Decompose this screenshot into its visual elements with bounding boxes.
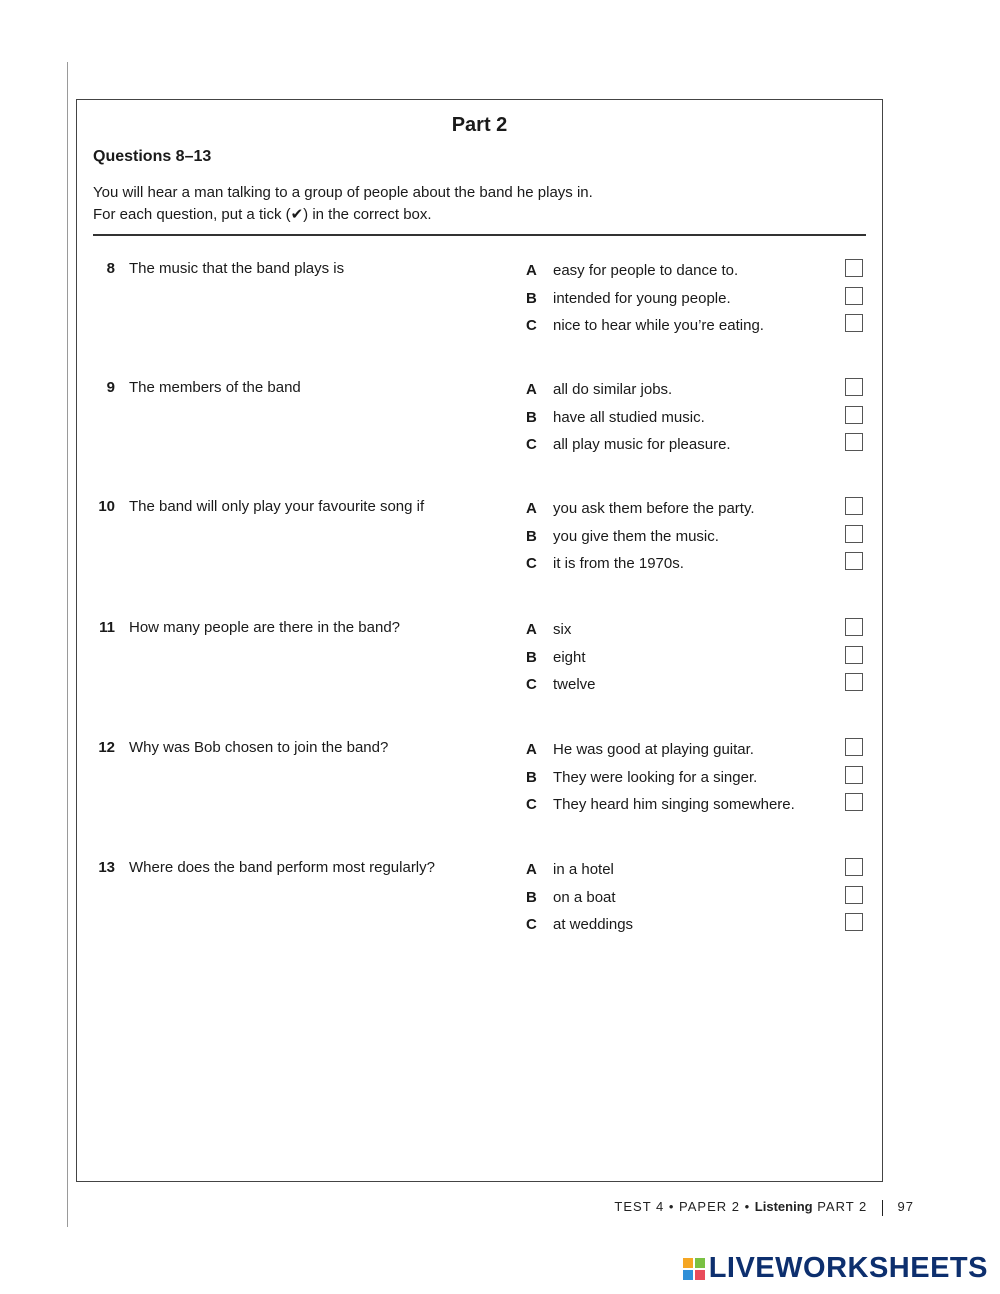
option-text: on a boat [553,889,616,906]
question-text: Where does the band perform most regularly? [129,859,435,876]
option-text: nice to hear while you’re eating. [553,317,764,334]
option-b [526,290,876,312]
option-letter: A [526,262,537,279]
question-8 [77,260,882,350]
question-number: 8 [106,260,115,277]
question-number: 10 [98,498,115,515]
option-text: you ask them before the party. [553,500,755,517]
question-10 [77,498,882,588]
option-letter: A [526,861,537,878]
option-letter: C [526,676,537,693]
question-number: 12 [98,739,115,756]
question-text: The members of the band [129,379,301,396]
footer-section: Listening [754,1199,813,1214]
option-text: all do similar jobs. [553,381,673,398]
tick-box[interactable] [845,433,863,451]
option-text: six [553,621,572,638]
instruction-line-2: For each question, put a tick (✔) in the correct box. [93,206,432,223]
question-text: The music that the band plays is [129,260,345,277]
question-text: How many people are there in the band? [129,619,401,636]
tick-box[interactable] [845,793,863,811]
option-b [526,409,876,431]
tick-box[interactable] [845,287,863,305]
tick-box[interactable] [845,406,863,424]
option-letter: C [526,436,537,453]
tick-box[interactable] [845,858,863,876]
option-c [526,555,876,577]
option-text: at weddings [553,916,634,933]
question-12 [77,739,882,829]
option-a [526,621,876,643]
question-number: 11 [99,619,115,636]
question-range: Questions 8–13 [93,148,212,165]
footer-test: TEST 4 [614,1199,665,1214]
option-text: you give them the music. [553,528,719,545]
question-text: The band will only play your favourite song if [129,498,425,515]
part-title: Part 2 [451,114,508,136]
brand-grid-icon [683,1258,705,1280]
tick-box[interactable] [845,378,863,396]
option-text: twelve [553,676,596,693]
tick-box[interactable] [845,552,863,570]
question-number: 13 [98,859,115,876]
option-letter: C [526,916,537,933]
option-letter: B [526,528,537,545]
option-text: it is from the 1970s. [553,555,684,572]
footer-page-number: 97 [897,1199,914,1214]
header-divider [93,234,866,236]
option-letter: A [526,500,537,517]
tick-box[interactable] [845,314,863,332]
question-number: 9 [106,379,115,396]
footer-separator [882,1200,883,1216]
tick-box[interactable] [845,913,863,931]
page-footer [614,1199,914,1216]
option-text: have all studied music. [553,409,705,426]
option-letter: B [526,409,537,426]
option-letter: B [526,290,537,307]
option-text: He was good at playing guitar. [553,741,754,758]
option-c [526,436,876,458]
footer-part: PART 2 [817,1199,868,1214]
option-c [526,676,876,698]
option-text: They heard him singing somewhere. [553,796,795,813]
instruction-line-1: You will hear a man talking to a group of people about the band he plays in. [93,184,593,201]
option-b [526,889,876,911]
question-text: Why was Bob chosen to join the band? [129,739,389,756]
option-letter: B [526,649,537,666]
option-text: all play music for pleasure. [553,436,731,453]
page-margin-rule [67,62,68,1227]
option-b [526,649,876,671]
option-c [526,317,876,339]
option-a [526,500,876,522]
tick-box[interactable] [845,673,863,691]
tick-box[interactable] [845,497,863,515]
option-c [526,796,876,818]
brand-name: LIVEWORKSHEETS [708,1252,988,1284]
option-letter: A [526,621,537,638]
option-a [526,861,876,883]
option-text: eight [553,649,586,666]
tick-box[interactable] [845,618,863,636]
tick-box[interactable] [845,646,863,664]
tick-box[interactable] [845,738,863,756]
option-a [526,262,876,284]
question-9 [77,379,882,469]
option-letter: A [526,741,537,758]
option-b [526,769,876,791]
option-a [526,741,876,763]
option-text: They were looking for a singer. [553,769,758,786]
option-letter: B [526,889,537,906]
question-11 [77,619,882,709]
option-text: intended for young people. [553,290,731,307]
option-a [526,381,876,403]
option-letter: C [526,317,537,334]
tick-box[interactable] [845,525,863,543]
tick-box[interactable] [845,766,863,784]
option-b [526,528,876,550]
brand-logo [683,1252,988,1285]
question-13 [77,859,882,949]
footer-bullet-2: • [744,1199,755,1214]
tick-box[interactable] [845,259,863,277]
footer-paper: PAPER 2 [679,1199,740,1214]
worksheet-frame [76,99,883,1182]
footer-bullet-1: • [668,1199,680,1214]
option-letter: A [526,381,537,398]
option-text: in a hotel [553,861,614,878]
option-letter: C [526,555,537,572]
option-letter: C [526,796,537,813]
option-letter: B [526,769,537,786]
option-c [526,916,876,938]
option-text: easy for people to dance to. [553,262,739,279]
tick-box[interactable] [845,886,863,904]
